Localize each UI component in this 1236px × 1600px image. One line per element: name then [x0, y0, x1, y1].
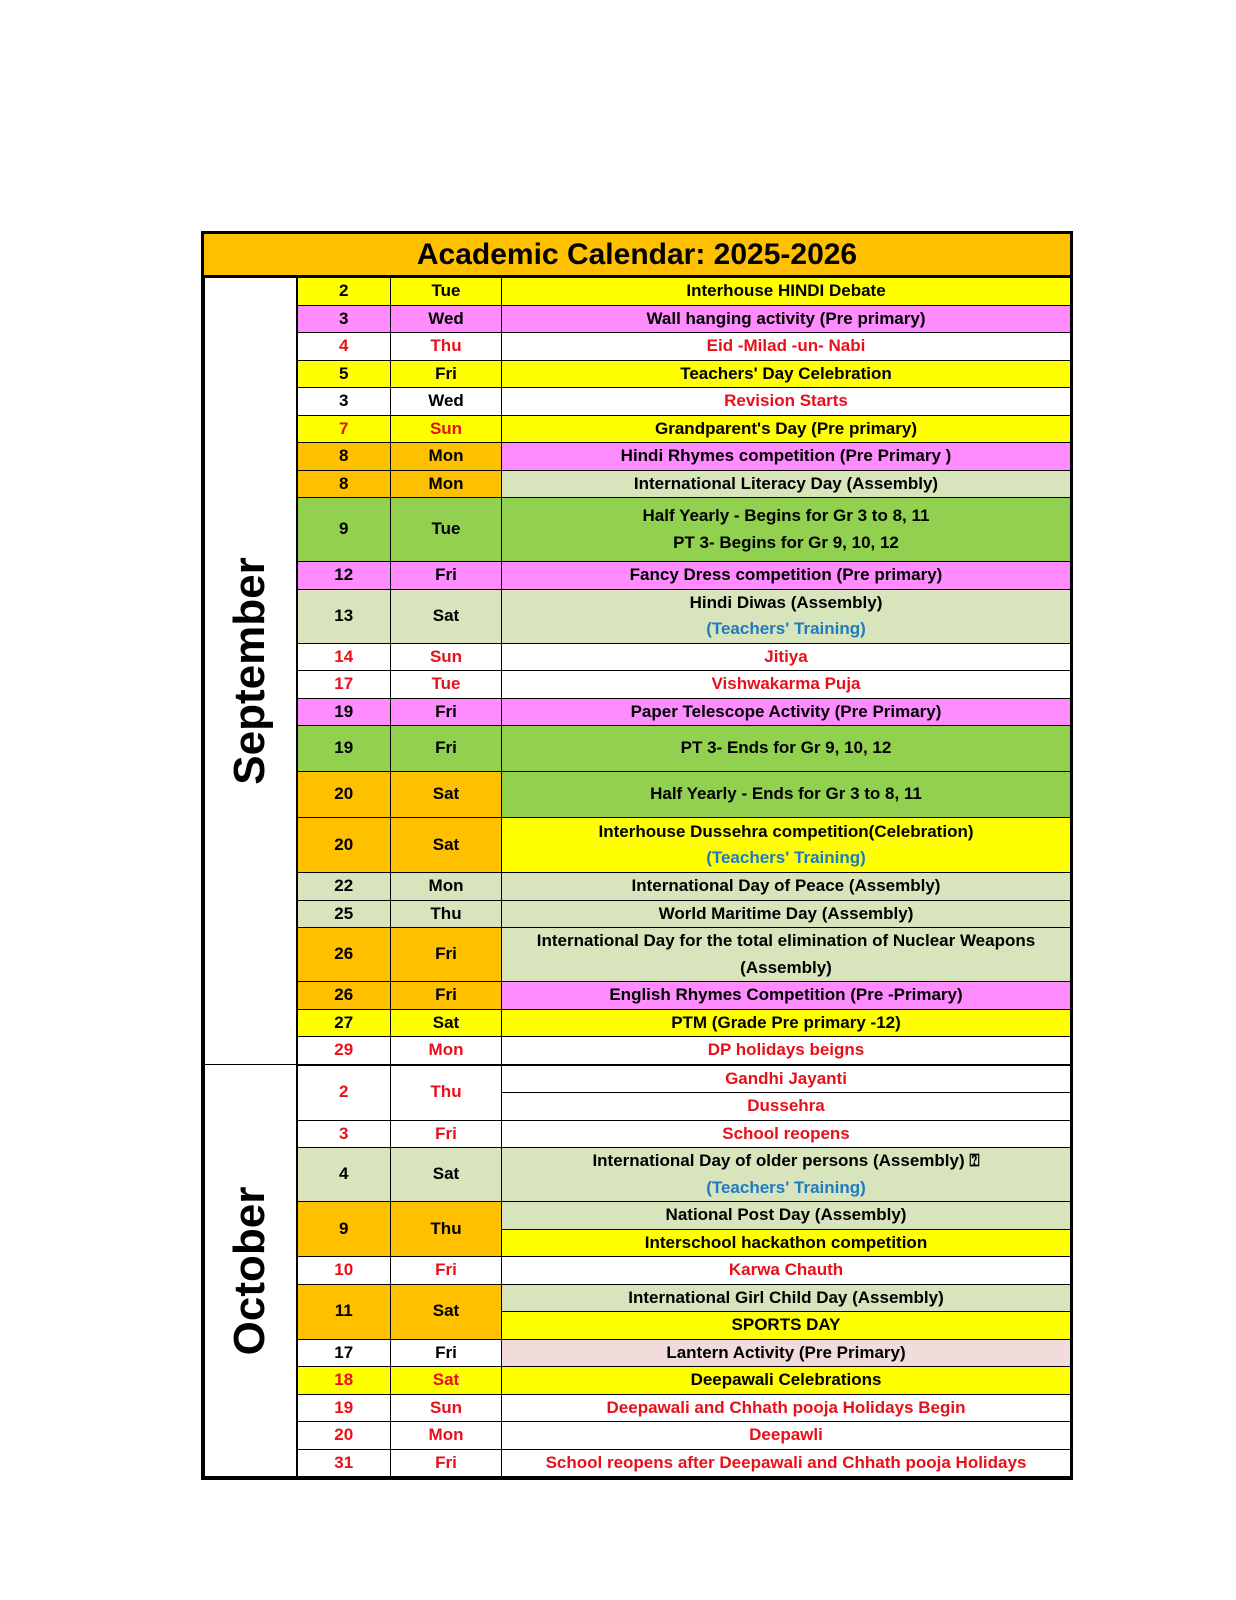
date-cell: 20	[297, 1422, 391, 1450]
date-cell: 27	[297, 1009, 391, 1037]
event-text: Dussehra	[747, 1096, 825, 1115]
date-cell: 18	[297, 1367, 391, 1395]
event-cell	[502, 1037, 1071, 1065]
event-cell	[502, 1202, 1071, 1230]
calendar-row	[205, 498, 1071, 562]
event-cell	[502, 1367, 1071, 1395]
day-cell: Fri	[391, 360, 502, 388]
month-name: October	[225, 1186, 274, 1355]
day-cell: Thu	[391, 333, 502, 361]
day-cell: Mon	[391, 1037, 502, 1065]
calendar-row	[205, 1037, 1071, 1065]
date-cell: 17	[297, 671, 391, 699]
event-cell	[502, 873, 1071, 901]
event-text: School reopens	[722, 1123, 850, 1143]
event-cell	[502, 1093, 1071, 1121]
event-text: PTM (Grade Pre primary -12)	[671, 1012, 901, 1032]
date-cell: 17	[297, 1339, 391, 1367]
date-cell: 10	[297, 1257, 391, 1285]
event-cell	[502, 671, 1071, 699]
date-cell: 3	[297, 1120, 391, 1148]
day-cell: Fri	[391, 1339, 502, 1367]
event-text: International Day for the total elimination of Nuclear Weapons	[536, 931, 1036, 950]
calendar-row	[205, 1339, 1071, 1367]
event-text: School reopens after Deepawali and Chhath pooja Holidays	[545, 1452, 1027, 1472]
event-text: Deepawali Celebrations	[690, 1370, 882, 1389]
calendar-row	[205, 982, 1071, 1010]
calendar-row	[205, 443, 1071, 471]
event-cell	[502, 305, 1071, 333]
date-cell: 20	[297, 818, 391, 873]
date-cell: 26	[297, 928, 391, 982]
day-cell: Fri	[391, 1257, 502, 1285]
event-cell	[502, 443, 1071, 471]
event-cell	[502, 982, 1071, 1010]
calendar-row	[205, 562, 1071, 590]
calendar-row	[205, 305, 1071, 333]
event-text: Wall hanging activity (Pre primary)	[646, 308, 926, 328]
event-cell	[502, 1120, 1071, 1148]
event-text: Gandhi Jayanti	[725, 1068, 847, 1088]
event-cell	[502, 562, 1071, 590]
calendar-row	[205, 388, 1071, 416]
calendar-row	[205, 1257, 1071, 1285]
day-cell: Wed	[391, 305, 502, 333]
event-cell	[502, 1009, 1071, 1037]
date-cell: 20	[297, 772, 391, 818]
event-cell	[502, 1229, 1071, 1257]
calendar-row	[205, 1148, 1071, 1202]
event-text: Interhouse HINDI Debate	[686, 281, 886, 300]
date-cell: 2	[297, 278, 391, 306]
calendar-row	[205, 415, 1071, 443]
event-text: Hindi Diwas (Assembly)	[689, 592, 883, 612]
calendar-row	[205, 643, 1071, 671]
calendar-row	[205, 928, 1071, 982]
calendar-row	[205, 1449, 1071, 1477]
day-cell: Wed	[391, 388, 502, 416]
date-cell: 9	[297, 498, 391, 562]
day-cell: Sun	[391, 643, 502, 671]
event-text: Eid -Milad -un- Nabi	[706, 336, 866, 355]
calendar-row	[205, 1202, 1071, 1230]
date-cell: 22	[297, 873, 391, 901]
date-cell: 8	[297, 470, 391, 498]
day-cell: Fri	[391, 1449, 502, 1477]
event-cell	[502, 1394, 1071, 1422]
day-cell: Mon	[391, 873, 502, 901]
calendar-row	[205, 1284, 1071, 1312]
event-text: World Maritime Day (Assembly)	[658, 903, 914, 923]
event-text: DP holidays beigns	[707, 1040, 865, 1059]
date-cell: 3	[297, 388, 391, 416]
event-cell	[502, 278, 1071, 306]
event-text: Interhouse Dussehra competition(Celebration)	[598, 821, 974, 841]
date-cell: 11	[297, 1284, 391, 1339]
date-cell: 7	[297, 415, 391, 443]
academic-calendar	[201, 231, 1073, 1480]
event-cell	[502, 698, 1071, 726]
day-cell: Tue	[391, 498, 502, 562]
date-cell: 3	[297, 305, 391, 333]
event-text: SPORTS DAY	[731, 1315, 841, 1334]
event-text: Revision Starts	[724, 391, 848, 410]
event-cell	[502, 643, 1071, 671]
day-cell: Sat	[391, 1367, 502, 1395]
event-text: Deepawli	[749, 1425, 823, 1444]
day-cell: Mon	[391, 1422, 502, 1450]
event-text: English Rhymes Competition (Pre -Primary)	[609, 985, 963, 1004]
day-cell: Tue	[391, 278, 502, 306]
day-cell: Mon	[391, 470, 502, 498]
event-text: Fancy Dress competition (Pre primary)	[629, 565, 943, 584]
event-cell	[502, 726, 1071, 772]
date-cell: 12	[297, 562, 391, 590]
day-cell: Sun	[391, 1394, 502, 1422]
event-text: International Literacy Day (Assembly)	[633, 473, 939, 493]
event-cell	[502, 1339, 1071, 1367]
event-cell	[502, 928, 1071, 982]
calendar-row	[205, 470, 1071, 498]
event-text: International Day of older persons (Assembly) ⍰	[592, 1151, 980, 1170]
day-cell: Fri	[391, 562, 502, 590]
calendar-row	[205, 1065, 1071, 1093]
day-cell: Tue	[391, 671, 502, 699]
day-cell: Thu	[391, 900, 502, 928]
day-cell: Sat	[391, 589, 502, 643]
date-cell: 31	[297, 1449, 391, 1477]
calendar-row	[205, 1394, 1071, 1422]
calendar-row	[205, 873, 1071, 901]
date-cell: 19	[297, 698, 391, 726]
event-text: PT 3- Ends for Gr 9, 10, 12	[680, 738, 892, 758]
calendar-row	[205, 333, 1071, 361]
calendar-row	[205, 278, 1071, 306]
date-cell: 19	[297, 726, 391, 772]
calendar-row	[205, 671, 1071, 699]
event-text: Vishwakarma Puja	[711, 674, 861, 693]
day-cell: Fri	[391, 1120, 502, 1148]
calendar-row	[205, 726, 1071, 772]
date-cell: 19	[297, 1394, 391, 1422]
month-label-cell	[205, 1065, 297, 1477]
event-text: Lantern Activity (Pre Primary)	[666, 1342, 906, 1362]
date-cell: 9	[297, 1202, 391, 1257]
event-cell	[502, 1065, 1071, 1093]
event-text: Paper Telescope Activity (Pre Primary)	[630, 701, 942, 721]
calendar-row	[205, 1120, 1071, 1148]
calendar-row	[205, 1009, 1071, 1037]
day-cell: Thu	[391, 1202, 502, 1257]
day-cell: Sat	[391, 1148, 502, 1202]
event-text: (Teachers' Training)	[706, 848, 866, 867]
date-cell: 4	[297, 333, 391, 361]
event-text: International Girl Child Day (Assembly)	[628, 1287, 944, 1307]
date-cell: 13	[297, 589, 391, 643]
event-cell	[502, 1422, 1071, 1450]
event-cell	[502, 1284, 1071, 1312]
event-cell	[502, 388, 1071, 416]
calendar-row	[205, 1367, 1071, 1395]
day-cell: Mon	[391, 443, 502, 471]
event-text: National Post Day (Assembly)	[665, 1205, 907, 1224]
date-cell: 29	[297, 1037, 391, 1065]
calendar-row	[205, 589, 1071, 643]
day-cell: Fri	[391, 928, 502, 982]
event-text: Teachers' Day Celebration	[680, 363, 892, 383]
event-cell	[502, 360, 1071, 388]
date-cell: 26	[297, 982, 391, 1010]
event-text: International Day of Peace (Assembly)	[631, 876, 941, 895]
calendar-row	[205, 698, 1071, 726]
event-cell	[502, 415, 1071, 443]
calendar-table	[204, 277, 1071, 1477]
event-text: (Teachers' Training)	[706, 1177, 866, 1197]
event-cell	[502, 1449, 1071, 1477]
day-cell: Sun	[391, 415, 502, 443]
event-text: Grandparent's Day (Pre primary)	[655, 418, 917, 438]
calendar-row	[205, 1422, 1071, 1450]
event-cell	[502, 333, 1071, 361]
day-cell: Sat	[391, 1009, 502, 1037]
event-text: (Teachers' Training)	[706, 619, 866, 638]
day-cell: Thu	[391, 1065, 502, 1121]
date-cell: 8	[297, 443, 391, 471]
date-cell: 4	[297, 1148, 391, 1202]
event-text: (Assembly)	[740, 957, 832, 977]
event-cell	[502, 772, 1071, 818]
month-name: September	[225, 557, 274, 785]
day-cell: Sat	[391, 1284, 502, 1339]
event-cell	[502, 900, 1071, 928]
event-cell	[502, 1148, 1071, 1202]
day-cell: Sat	[391, 818, 502, 873]
event-text: Jitiya	[764, 646, 808, 666]
event-cell	[502, 1312, 1071, 1340]
event-cell	[502, 818, 1071, 873]
date-cell: 25	[297, 900, 391, 928]
calendar-title: Academic Calendar: 2025-2026	[204, 234, 1070, 277]
event-cell	[502, 498, 1071, 562]
day-cell: Fri	[391, 698, 502, 726]
day-cell: Fri	[391, 726, 502, 772]
event-text: Half Yearly - Begins for Gr 3 to 8, 11	[642, 506, 930, 525]
calendar-row	[205, 818, 1071, 873]
calendar-row	[205, 772, 1071, 818]
day-cell: Sat	[391, 772, 502, 818]
calendar-row	[205, 900, 1071, 928]
date-cell: 14	[297, 643, 391, 671]
event-text: Karwa Chauth	[728, 1260, 844, 1279]
event-text: Half Yearly - Ends for Gr 3 to 8, 11	[650, 784, 922, 804]
month-label-cell	[205, 278, 297, 1065]
calendar-row	[205, 360, 1071, 388]
event-text: Interschool hackathon competition	[644, 1232, 928, 1252]
date-cell: 5	[297, 360, 391, 388]
event-cell	[502, 1257, 1071, 1285]
event-text: Hindi Rhymes competition (Pre Primary )	[620, 446, 952, 465]
event-text: PT 3- Begins for Gr 9, 10, 12	[673, 532, 899, 552]
day-cell: Fri	[391, 982, 502, 1010]
event-text: Deepawali and Chhath pooja Holidays Begin	[606, 1397, 966, 1417]
event-cell	[502, 470, 1071, 498]
event-cell	[502, 589, 1071, 643]
date-cell: 2	[297, 1065, 391, 1121]
